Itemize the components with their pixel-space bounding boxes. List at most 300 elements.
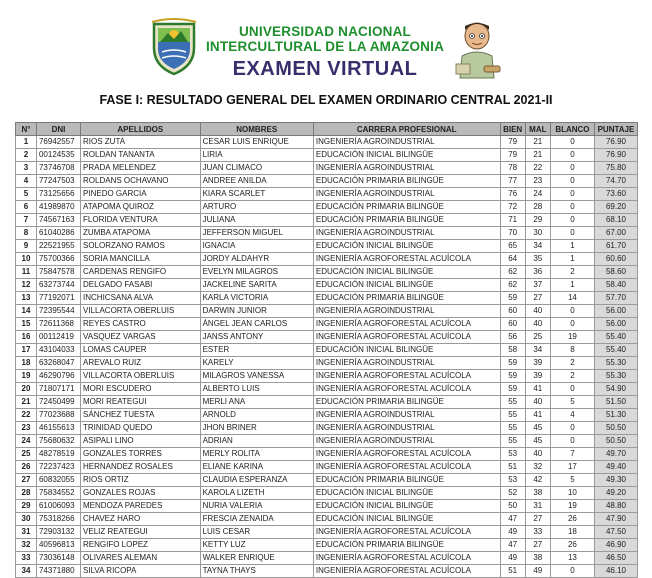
col-nombres-cell: KETTY LUZ: [200, 539, 313, 552]
col-nombres-cell: IGNACIA: [200, 240, 313, 253]
col-carrera-cell: INGENIERÍA AGROINDUSTRIAL: [313, 188, 500, 201]
col-number-cell: 27: [16, 474, 37, 487]
col-nombres-cell: DARWIN JUNIOR: [200, 305, 313, 318]
col-blanco-cell: 1: [550, 240, 594, 253]
col-nombres-cell: LUIS CESAR: [200, 526, 313, 539]
col-blanco-cell: 2: [550, 370, 594, 383]
col-puntaje-cell: 61.70: [594, 240, 637, 253]
table-row: [16, 357, 638, 370]
col-dni-cell: 73125656: [36, 188, 80, 201]
col-bien-cell: 55: [500, 435, 525, 448]
col-number-cell: 32: [16, 539, 37, 552]
col-carrera-cell: EDUCACIÓN INICIAL BILINGÜE: [313, 149, 500, 162]
col-dni-cell: 72237423: [36, 461, 80, 474]
col-carrera-cell: INGENIERÍA AGROFORESTAL ACUÍCOLA: [313, 565, 500, 578]
col-apellidos-cell: SOLORZANO RAMOS: [81, 240, 201, 253]
col-blanco-cell: 0: [550, 305, 594, 318]
col-bien-cell: 62: [500, 266, 525, 279]
col-bien-cell: 51: [500, 565, 525, 578]
col-puntaje-cell: 76.90: [594, 149, 637, 162]
col-bien-cell: 70: [500, 227, 525, 240]
table-row: [16, 422, 638, 435]
col-number-cell: 29: [16, 500, 37, 513]
col-carrera-cell: INGENIERÍA AGROFORESTAL ACUÍCOLA: [313, 370, 500, 383]
col-carrera-cell: INGENIERÍA AGROINDUSTRIAL: [313, 136, 500, 149]
col-carrera-cell: EDUCACIÓN PRIMARIA BILINGÜE: [313, 201, 500, 214]
col-apellidos-cell: PRADA MELENDEZ: [81, 162, 201, 175]
col-puntaje-cell: 51.30: [594, 409, 637, 422]
col-carrera-cell: INGENIERÍA AGROFORESTAL ACUÍCOLA: [313, 331, 500, 344]
col-blanco-cell: 17: [550, 461, 594, 474]
col-apellidos-cell: VASQUEZ VARGAS: [81, 331, 201, 344]
table-row: [16, 487, 638, 500]
col-bien-cell: 65: [500, 240, 525, 253]
col-number-cell: 7: [16, 214, 37, 227]
col-puntaje-cell: 58.60: [594, 266, 637, 279]
col-number-cell: 15: [16, 318, 37, 331]
col-apellidos-cell: REYES CASTRO: [81, 318, 201, 331]
col-nombres-cell: KARELY: [200, 357, 313, 370]
table-row: [16, 435, 638, 448]
col-nombres-cell: CESAR LUIS ENRIQUE: [200, 136, 313, 149]
table-row: [16, 344, 638, 357]
col-bien-cell: 78: [500, 162, 525, 175]
col-nombres-cell: JEFFERSON MIGUEL: [200, 227, 313, 240]
table-row: [16, 513, 638, 526]
table-row: [16, 305, 638, 318]
col-carrera-cell: EDUCACIÓN PRIMARIA BILINGÜE: [313, 175, 500, 188]
col-mal-cell: 41: [525, 383, 550, 396]
col-nombres-cell: CLAUDIA ESPERANZA: [200, 474, 313, 487]
exam-title: EXAMEN VIRTUAL: [232, 58, 418, 80]
col-bien-cell: 53: [500, 474, 525, 487]
col-puntaje-cell: 48.80: [594, 500, 637, 513]
col-bien-cell: 72: [500, 201, 525, 214]
table-row: [16, 396, 638, 409]
col-number-cell: 13: [16, 292, 37, 305]
table-row: [16, 409, 638, 422]
col-mal-cell: 27: [525, 292, 550, 305]
col-carrera-cell: INGENIERÍA AGROINDUSTRIAL: [313, 162, 500, 175]
col-mal-cell: 29: [525, 214, 550, 227]
col-number-cell: 18: [16, 357, 37, 370]
col-nombres-cell: ELIANE KARINA: [200, 461, 313, 474]
col-bien-cell: 52: [500, 487, 525, 500]
col-mal-cell: 25: [525, 331, 550, 344]
table-row: [16, 201, 638, 214]
col-apellidos-cell: ATAPOMA QUIROZ: [81, 201, 201, 214]
col-mal-cell: 40: [525, 396, 550, 409]
col-bien-cell: 71: [500, 214, 525, 227]
col-puntaje-cell: 55.30: [594, 357, 637, 370]
col-mal-cell: 22: [525, 162, 550, 175]
col-apellidos-cell: CHAVEZ HARO: [81, 513, 201, 526]
col-carrera-cell: INGENIERÍA AGROINDUSTRIAL: [313, 227, 500, 240]
col-blanco-cell: 0: [550, 136, 594, 149]
col-mal-cell: 35: [525, 253, 550, 266]
col-carrera-cell: EDUCACIÓN PRIMARIA BILINGÜE: [313, 474, 500, 487]
col-blanco-cell: 2: [550, 266, 594, 279]
col-nombres-cell: EVELYN MILAGROS: [200, 266, 313, 279]
col-dni-cell: 77247503: [36, 175, 80, 188]
col-bien-cell: 59: [500, 383, 525, 396]
col-bien-cell: 53: [500, 448, 525, 461]
col-dni-cell: 63268047: [36, 357, 80, 370]
col-carrera-cell: INGENIERÍA AGROINDUSTRIAL: [313, 435, 500, 448]
col-nombres-cell: ARNOLD: [200, 409, 313, 422]
col-puntaje-cell: 55.30: [594, 370, 637, 383]
col-number-cell: 8: [16, 227, 37, 240]
col-blanco-cell: 8: [550, 344, 594, 357]
table-row: [16, 383, 638, 396]
col-number-cell: 2: [16, 149, 37, 162]
col-puntaje-cell: 54.90: [594, 383, 637, 396]
col-bien-cell: 49: [500, 526, 525, 539]
col-dni-cell: 43104033: [36, 344, 80, 357]
col-carrera-cell: EDUCACIÓN INICIAL BILINGÜE: [313, 487, 500, 500]
col-number-cell: 1: [16, 136, 37, 149]
col-dni-cell: 77192071: [36, 292, 80, 305]
col-apellidos-cell: MORI REATEGUI: [81, 396, 201, 409]
header-row: [16, 123, 638, 136]
col-nombres-cell: ADRIAN: [200, 435, 313, 448]
col-mal-cell: 36: [525, 266, 550, 279]
col-puntaje-cell: 49.20: [594, 487, 637, 500]
col-carrera-cell: EDUCACIÓN INICIAL BILINGÜE: [313, 279, 500, 292]
col-nombres-cell: FRESCIA ZENAIDA: [200, 513, 313, 526]
col-blanco-cell: 1: [550, 253, 594, 266]
col-puntaje-cell: 67.00: [594, 227, 637, 240]
col-mal-cell: 33: [525, 526, 550, 539]
col-mal-cell: 28: [525, 201, 550, 214]
col-bien-cell: 77: [500, 175, 525, 188]
col-number-cell: 4: [16, 175, 37, 188]
table-row: [16, 240, 638, 253]
col-puntaje-cell: 75.80: [594, 162, 637, 175]
results-table: [15, 122, 638, 578]
col-nombres-cell: KARLA VICTORIA: [200, 292, 313, 305]
table-row: [16, 318, 638, 331]
col-number-cell: 24: [16, 435, 37, 448]
col-number-cell: 31: [16, 526, 37, 539]
col-blanco-cell: 0: [550, 318, 594, 331]
col-number-cell: 12: [16, 279, 37, 292]
col-dni-cell: 77023688: [36, 409, 80, 422]
col-blanco-cell: 0: [550, 383, 594, 396]
col-blanco-cell: 1: [550, 279, 594, 292]
col-mal-cell: 39: [525, 357, 550, 370]
col-apellidos-cell: MENDOZA PAREDES: [81, 500, 201, 513]
col-nombres-cell: ANDREE ANILDA: [200, 175, 313, 188]
col-apellidos-cell: VILLACORTA OBERLUIS: [81, 370, 201, 383]
table-row: [16, 279, 638, 292]
col-puntaje-cell: 51.50: [594, 396, 637, 409]
col-number-cell: 10: [16, 253, 37, 266]
university-shield-logo: [150, 18, 198, 76]
col-blanco-cell: 0: [550, 149, 594, 162]
col-mal-cell: 21: [525, 136, 550, 149]
col-carrera-cell: INGENIERÍA AGROINDUSTRIAL: [313, 357, 500, 370]
col-bien-cell: 79: [500, 136, 525, 149]
col-mal-cell: 40: [525, 448, 550, 461]
table-row: [16, 214, 638, 227]
col-puntaje-cell: 60.60: [594, 253, 637, 266]
col-blanco-cell: 4: [550, 409, 594, 422]
col-bien-cell: 49: [500, 552, 525, 565]
col-number-cell: 28: [16, 487, 37, 500]
col-dni-cell: 63273744: [36, 279, 80, 292]
col-nombres-cell: TAYNA THAYS: [200, 565, 313, 578]
col-bien-cell: 79: [500, 149, 525, 162]
col-dni-cell: 71807171: [36, 383, 80, 396]
col-mal-cell: 41: [525, 409, 550, 422]
col-bien-header: BIEN: [500, 123, 525, 136]
col-mal-cell: 45: [525, 422, 550, 435]
table-row: [16, 266, 638, 279]
col-carrera-cell: EDUCACIÓN PRIMARIA BILINGÜE: [313, 396, 500, 409]
col-mal-cell: 32: [525, 461, 550, 474]
col-mal-cell: 21: [525, 149, 550, 162]
col-bien-cell: 59: [500, 357, 525, 370]
col-carrera-cell: EDUCACIÓN INICIAL BILINGÜE: [313, 513, 500, 526]
col-apellidos-cell: RIOS ZUTA: [81, 136, 201, 149]
col-blanco-cell: 26: [550, 539, 594, 552]
col-mal-cell: 37: [525, 279, 550, 292]
col-puntaje-header: PUNTAJE: [594, 123, 637, 136]
col-dni-cell: 61040286: [36, 227, 80, 240]
col-dni-cell: 75700366: [36, 253, 80, 266]
col-dni-cell: 40596813: [36, 539, 80, 552]
col-carrera-cell: INGENIERÍA AGROFORESTAL ACUÍCOLA: [313, 318, 500, 331]
table-row: [16, 253, 638, 266]
col-mal-cell: 34: [525, 344, 550, 357]
col-number-cell: 6: [16, 201, 37, 214]
table-row: [16, 149, 638, 162]
col-dni-cell: 72450499: [36, 396, 80, 409]
col-dni-cell: 00112419: [36, 331, 80, 344]
col-nombres-cell: KAROLA LIZETH: [200, 487, 313, 500]
col-carrera-cell: INGENIERÍA AGROFORESTAL ACUÍCOLA: [313, 526, 500, 539]
results-table-header: [16, 123, 638, 136]
col-nombres-header: NOMBRES: [200, 123, 313, 136]
col-nombres-cell: JUAN CLIMACO: [200, 162, 313, 175]
col-bien-cell: 59: [500, 370, 525, 383]
col-apellidos-cell: OLIVARES ALEMAN: [81, 552, 201, 565]
table-row: [16, 565, 638, 578]
col-nombres-cell: ARTURO: [200, 201, 313, 214]
col-carrera-cell: INGENIERÍA AGROFORESTAL ACUÍCOLA: [313, 552, 500, 565]
col-blanco-cell: 13: [550, 552, 594, 565]
col-number-cell: 34: [16, 565, 37, 578]
col-puntaje-cell: 49.30: [594, 474, 637, 487]
col-mal-cell: 39: [525, 370, 550, 383]
col-apellidos-cell: RIOS ORTIZ: [81, 474, 201, 487]
col-number-cell: 30: [16, 513, 37, 526]
col-dni-cell: 41989870: [36, 201, 80, 214]
col-bien-cell: 50: [500, 500, 525, 513]
university-name-line1: UNIVERSIDAD NACIONAL: [238, 24, 411, 39]
col-dni-cell: 22521955: [36, 240, 80, 253]
table-row: [16, 175, 638, 188]
col-blanco-cell: 2: [550, 357, 594, 370]
col-bien-cell: 55: [500, 409, 525, 422]
col-puntaje-cell: 49.70: [594, 448, 637, 461]
col-nombres-cell: ALBERTO LUIS: [200, 383, 313, 396]
table-row: [16, 188, 638, 201]
col-number-cell: 14: [16, 305, 37, 318]
table-row: [16, 227, 638, 240]
col-nombres-cell: JHON BRINER: [200, 422, 313, 435]
col-dni-cell: 74567163: [36, 214, 80, 227]
col-carrera-cell: INGENIERÍA AGROINDUSTRIAL: [313, 409, 500, 422]
university-name: [200, 24, 450, 54]
col-blanco-cell: 19: [550, 331, 594, 344]
col-blanco-cell: 18: [550, 526, 594, 539]
col-number-cell: 33: [16, 552, 37, 565]
col-apellidos-cell: RENGIFO LOPEZ: [81, 539, 201, 552]
col-blanco-cell: 19: [550, 500, 594, 513]
col-puntaje-cell: 46.10: [594, 565, 637, 578]
col-mal-cell: 40: [525, 318, 550, 331]
col-number-cell: 9: [16, 240, 37, 253]
col-dni-cell: 74371880: [36, 565, 80, 578]
col-bien-cell: 60: [500, 305, 525, 318]
col-puntaje-cell: 46.90: [594, 539, 637, 552]
col-mal-cell: 24: [525, 188, 550, 201]
col-apellidos-cell: ROLDAN TANANTA: [81, 149, 201, 162]
col-nombres-cell: NURIA VALERIA: [200, 500, 313, 513]
col-blanco-cell: 0: [550, 435, 594, 448]
col-bien-cell: 51: [500, 461, 525, 474]
col-apellidos-cell: ROLDANS OCHAVANO: [81, 175, 201, 188]
col-bien-cell: 55: [500, 396, 525, 409]
col-apellidos-cell: CARDENAS RENGIFO: [81, 266, 201, 279]
col-nombres-cell: JACKELINE SARITA: [200, 279, 313, 292]
col-nombres-cell: MILAGROS VANESSA: [200, 370, 313, 383]
student-mascot-illustration: [452, 20, 502, 84]
col-bien-cell: 62: [500, 279, 525, 292]
col-dni-cell: 75847578: [36, 266, 80, 279]
table-row: [16, 292, 638, 305]
col-bien-cell: 64: [500, 253, 525, 266]
col-bien-cell: 59: [500, 292, 525, 305]
col-dni-cell: 72903132: [36, 526, 80, 539]
col-number-cell: 16: [16, 331, 37, 344]
col-apellidos-cell: SILVA RICOPA: [81, 565, 201, 578]
col-apellidos-cell: ZUMBA ATAPOMA: [81, 227, 201, 240]
col-puntaje-cell: 46.50: [594, 552, 637, 565]
table-row: [16, 526, 638, 539]
col-carrera-cell: INGENIERÍA AGROFORESTAL ACUÍCOLA: [313, 448, 500, 461]
col-puntaje-cell: 50.50: [594, 422, 637, 435]
document-header: [0, 0, 652, 90]
col-apellidos-cell: GONZALES ROJAS: [81, 487, 201, 500]
table-row: [16, 539, 638, 552]
col-blanco-cell: 0: [550, 214, 594, 227]
col-puntaje-cell: 50.50: [594, 435, 637, 448]
col-puntaje-cell: 56.00: [594, 318, 637, 331]
col-apellidos-cell: VILLACORTA OBERLUIS: [81, 305, 201, 318]
col-number-cell: 22: [16, 409, 37, 422]
col-dni-cell: 61006093: [36, 500, 80, 513]
col-mal-cell: 38: [525, 487, 550, 500]
col-apellidos-cell: GONZALES TORRES: [81, 448, 201, 461]
col-nombres-cell: ÁNGEL JEAN CARLOS: [200, 318, 313, 331]
col-blanco-cell: 10: [550, 487, 594, 500]
col-dni-cell: 76942557: [36, 136, 80, 149]
col-carrera-cell: EDUCACIÓN PRIMARIA BILINGÜE: [313, 292, 500, 305]
col-carrera-cell: EDUCACIÓN PRIMARIA BILINGÜE: [313, 539, 500, 552]
col-nombres-cell: ESTER: [200, 344, 313, 357]
col-bien-cell: 58: [500, 344, 525, 357]
table-row: [16, 500, 638, 513]
col-mal-cell: 40: [525, 305, 550, 318]
col-blanco-cell: 5: [550, 474, 594, 487]
results-table-body: [16, 136, 638, 578]
col-apellidos-cell: PINEDO GARCIA: [81, 188, 201, 201]
col-number-cell: 26: [16, 461, 37, 474]
col-blanco-cell: 0: [550, 422, 594, 435]
col-nombres-cell: JORDY ALDAHYR: [200, 253, 313, 266]
col-apellidos-cell: TRINIDAD QUEDO: [81, 422, 201, 435]
col-mal-cell: 34: [525, 240, 550, 253]
col-blanco-cell: 14: [550, 292, 594, 305]
col-dni-cell: 75680632: [36, 435, 80, 448]
col-number-cell: 20: [16, 383, 37, 396]
col-mal-cell: 27: [525, 513, 550, 526]
col-nombres-cell: LIRIA: [200, 149, 313, 162]
col-blanco-cell: 0: [550, 227, 594, 240]
col-puntaje-cell: 56.00: [594, 305, 637, 318]
col-dni-cell: 00124535: [36, 149, 80, 162]
col-mal-cell: 23: [525, 175, 550, 188]
col-mal-cell: 49: [525, 565, 550, 578]
col-nombres-cell: JULIANA: [200, 214, 313, 227]
col-blanco-cell: 0: [550, 188, 594, 201]
col-apellidos-header: APELLIDOS: [81, 123, 201, 136]
col-carrera-cell: INGENIERÍA AGROINDUSTRIAL: [313, 305, 500, 318]
university-name-line2: INTERCULTURAL DE LA AMAZONIA: [205, 39, 445, 54]
col-puntaje-cell: 69.20: [594, 201, 637, 214]
col-dni-cell: 72395544: [36, 305, 80, 318]
table-row: [16, 331, 638, 344]
col-nombres-cell: WALKER ENRIQUE: [200, 552, 313, 565]
table-row: [16, 370, 638, 383]
col-number-header: N°: [16, 123, 37, 136]
col-bien-cell: 76: [500, 188, 525, 201]
table-row: [16, 136, 638, 149]
col-puntaje-cell: 74.70: [594, 175, 637, 188]
col-apellidos-cell: FLORIDA VENTURA: [81, 214, 201, 227]
col-puntaje-cell: 73.60: [594, 188, 637, 201]
col-dni-cell: 73746708: [36, 162, 80, 175]
col-puntaje-cell: 55.40: [594, 344, 637, 357]
col-carrera-cell: EDUCACIÓN INICIAL BILINGÜE: [313, 266, 500, 279]
col-number-cell: 19: [16, 370, 37, 383]
col-dni-cell: 75834552: [36, 487, 80, 500]
col-apellidos-cell: DELGADO FASABI: [81, 279, 201, 292]
col-number-cell: 5: [16, 188, 37, 201]
table-row: [16, 474, 638, 487]
col-blanco-cell: 0: [550, 162, 594, 175]
col-puntaje-cell: 49.40: [594, 461, 637, 474]
col-puntaje-cell: 57.70: [594, 292, 637, 305]
col-blanco-cell: 0: [550, 565, 594, 578]
col-bien-cell: 60: [500, 318, 525, 331]
col-nombres-cell: KIARA SCARLET: [200, 188, 313, 201]
table-row: [16, 552, 638, 565]
col-apellidos-cell: AREVALO RUIZ: [81, 357, 201, 370]
